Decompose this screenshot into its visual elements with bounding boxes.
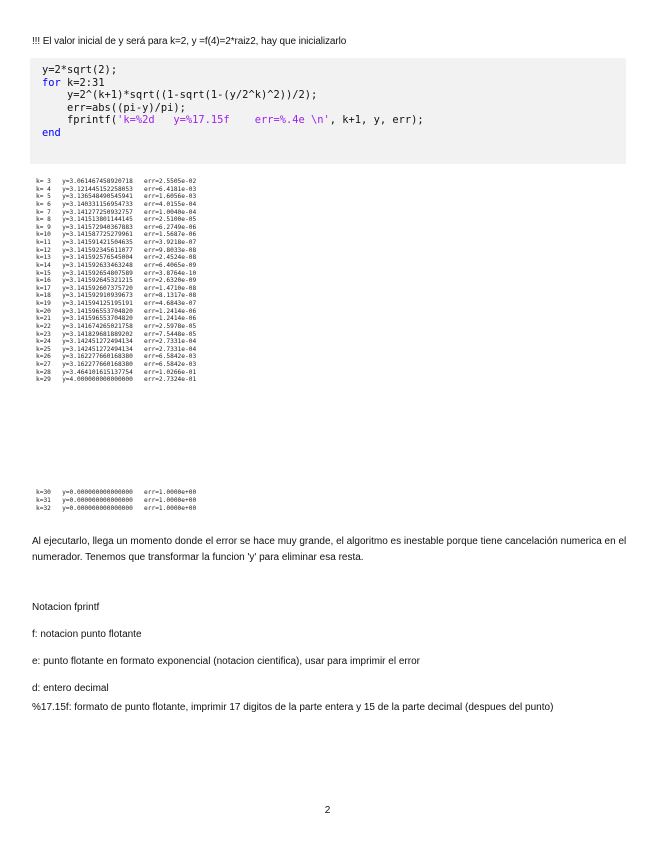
- code-line-4: err=abs((pi-y)/pi);: [42, 101, 186, 114]
- output-row: k= 9 y=3.141572940367883 err=6.2749e-06: [36, 223, 197, 231]
- output-row: k=24 y=3.142451272494134 err=2.7331e-04: [36, 338, 197, 346]
- format-width-description: %17.15f: formato de punto flotante, imprimir 17 digitos de la parte entera y 15 de la parte decimal (despues del punto): [32, 702, 554, 713]
- code-line-5-post: , k+1, y, err);: [329, 114, 424, 127]
- output-row: k=14 y=3.141592633463248 err=6.4065e-09: [36, 261, 197, 269]
- code-line-3: y=2^(k+1)*sqrt((1-sqrt(1-(y/2^k)^2))/2);: [42, 89, 318, 102]
- code-line-5-pre: fprintf(: [42, 114, 118, 127]
- output-row: k=30 y=0.000000000000000 err=1.0000e+00: [36, 489, 197, 496]
- program-output-tail: [36, 489, 196, 513]
- output-row: k=11 y=3.141591421504635 err=3.9218e-07: [36, 239, 197, 246]
- output-row: k=21 y=3.141596553704820 err=1.2414e-06: [36, 315, 197, 323]
- output-row: k=28 y=3.464101615137754 err=1.0266e-01: [36, 368, 197, 376]
- format-string: 'k=%2d y=%17.15f err=%.4e \n': [117, 114, 330, 127]
- page-number: 2: [324, 805, 331, 816]
- output-row: k=32 y=0.000000000000000 err=1.0000e+00: [36, 504, 197, 512]
- output-row: k=20 y=3.141596553704820 err=1.2414e-06: [36, 307, 197, 315]
- code-line-2: k=2:31: [60, 76, 105, 89]
- output-row: k=25 y=3.142451272494134 err=2.7331e-04: [36, 345, 197, 353]
- output-row: k=23 y=3.141829681889202 err=7.5448e-05: [36, 330, 197, 338]
- for-keyword: for: [42, 76, 61, 89]
- matlab-code: [42, 64, 424, 140]
- code-block: [30, 58, 626, 164]
- explanation-paragraph: Al ejecutarlo, llega un momento donde el error se hace muy grande, el algoritmo es inestable porque tiene cancelación numerica en el numerador. Tenemos que transformar la funcion 'y' para eliminar esa resta.: [32, 536, 627, 563]
- output-row: k=13 y=3.141592576545004 err=2.4524e-08: [36, 254, 197, 262]
- output-row: k=16 y=3.141592645321215 err=2.6320e-09: [36, 277, 197, 285]
- output-row: k=22 y=3.141674265021758 err=2.5978e-05: [36, 322, 197, 330]
- section-heading: Notacion fprintf: [32, 602, 100, 613]
- output-row: k=15 y=3.141592654807589 err=3.8764e-10: [36, 269, 197, 277]
- output-row: k= 3 y=3.061467458920718 err=2.5505e-02: [36, 178, 197, 185]
- output-row: k=10 y=3.141587725279961 err=1.5687e-06: [36, 231, 197, 239]
- output-row: k=31 y=0.000000000000000 err=1.0000e+00: [36, 496, 197, 504]
- format-d-description: d: entero decimal: [32, 683, 109, 694]
- output-row: k= 6 y=3.140331156954733 err=4.0155e-04: [36, 200, 197, 208]
- end-keyword: end: [42, 126, 61, 139]
- output-row: k=12 y=3.141592345611077 err=9.8033e-08: [36, 246, 197, 254]
- output-row: k=17 y=3.141592607375720 err=1.4710e-08: [36, 284, 197, 292]
- output-row: k= 5 y=3.136548490545941 err=1.6056e-03: [36, 193, 197, 201]
- output-row: k= 4 y=3.121445152258053 err=6.4181e-03: [36, 185, 197, 193]
- output-row: k= 8 y=3.141513801144145 err=2.5100e-05: [36, 216, 197, 224]
- output-row: k=27 y=3.162277660168380 err=6.5842e-03: [36, 361, 197, 368]
- output-row: k= 7 y=3.141277250932757 err=1.0040e-04: [36, 208, 197, 216]
- format-e-description: e: punto flotante en formato exponencial (notacion cientifica), usar para imprimir el error: [32, 656, 420, 667]
- output-row: k=18 y=3.141592910939673 err=8.1317e-08: [36, 292, 197, 300]
- output-row: k=26 y=3.162277660168380 err=6.5842e-03: [36, 353, 197, 361]
- output-row: k=29 y=4.000000000000000 err=2.7324e-01: [36, 376, 197, 384]
- output-row: k=19 y=3.141594125195191 err=4.6843e-07: [36, 300, 197, 307]
- program-output: [36, 178, 196, 384]
- code-line-1: y=2*sqrt(2);: [42, 64, 118, 76]
- format-f-description: f: notacion punto flotante: [32, 629, 142, 640]
- initialization-note: !!! El valor inicial de y será para k=2, y =f(4)=2*raiz2, hay que inicializarlo: [32, 36, 347, 47]
